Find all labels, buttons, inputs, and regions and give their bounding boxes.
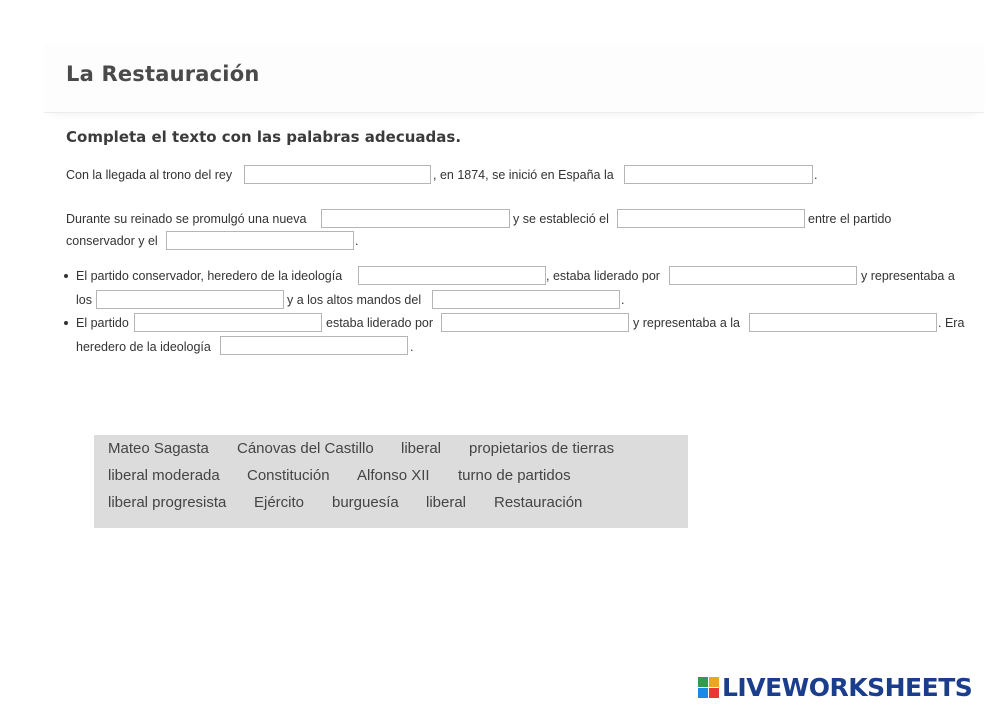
- word-alfonso-xii[interactable]: Alfonso XII: [357, 467, 430, 484]
- bullet2-text-1: El partido: [76, 316, 129, 330]
- blank-king[interactable]: [244, 165, 431, 184]
- blank-liberal-leader[interactable]: [441, 313, 629, 332]
- word-propietarios-de-tierras[interactable]: propietarios de tierras: [469, 440, 615, 457]
- word-liberal[interactable]: liberal: [401, 440, 442, 457]
- word-burguesia[interactable]: burguesía: [332, 494, 399, 511]
- bullet2-text-4: . Era: [938, 316, 965, 330]
- bullet-dot: [64, 321, 68, 325]
- bullet1-text-2: , estaba liderado por: [546, 269, 660, 283]
- blank-system[interactable]: [617, 209, 805, 228]
- blank-liberal-ideology[interactable]: [220, 336, 408, 355]
- blank-other-party[interactable]: [166, 231, 354, 250]
- paragraph1-text-2: , en 1874, se inició en España la: [433, 168, 614, 182]
- bullet2-text-5: heredero de la ideología: [76, 340, 211, 354]
- instruction-text: Completa el texto con las palabras adecuadas.: [66, 128, 462, 146]
- bullet2-text-6: .: [410, 340, 414, 354]
- bullet2-text-2: estaba liderado por: [326, 316, 434, 330]
- bullet1-text-6: .: [621, 293, 625, 307]
- word-liberal-progresista[interactable]: liberal progresista: [108, 494, 227, 511]
- word-liberal-moderada[interactable]: liberal moderada: [108, 467, 220, 484]
- blank-constitution[interactable]: [321, 209, 510, 228]
- paragraph2-text-1: Durante su reinado se promulgó una nueva: [66, 212, 307, 226]
- logo-text: LIVEWORKSHEETS: [722, 672, 973, 702]
- bullet2-text-3: y representaba a la: [633, 316, 741, 330]
- paragraph2-text-4: conservador y el: [66, 234, 158, 248]
- bullet1-text-4: los: [76, 293, 92, 307]
- word-constitucion[interactable]: Constitución: [247, 467, 330, 484]
- word-turno-de-partidos[interactable]: turno de partidos: [458, 467, 571, 484]
- word-restauracion[interactable]: Restauración: [494, 494, 583, 511]
- word-bank: [94, 435, 688, 528]
- page-title: La Restauración: [66, 62, 260, 86]
- bullet1-text-1: El partido conservador, heredero de la ideología: [76, 269, 343, 283]
- logo-mark-icon: [698, 677, 719, 698]
- paragraph1-text-3: .: [814, 168, 818, 182]
- blank-conservative-leader[interactable]: [669, 266, 857, 285]
- word-ejercito[interactable]: Ejército: [254, 494, 305, 511]
- blank-military[interactable]: [432, 290, 620, 309]
- blank-conservative-ideology[interactable]: [358, 266, 546, 285]
- paragraph1-text-1: Con la llegada al trono del rey: [66, 168, 233, 182]
- liveworksheets-logo: [698, 671, 972, 703]
- paragraph2-text-2: y se estableció el: [513, 212, 609, 226]
- blank-liberal-party[interactable]: [134, 313, 322, 332]
- bullet1-text-3: y representaba a: [861, 269, 955, 283]
- word-canovas-del-castillo[interactable]: Cánovas del Castillo: [237, 440, 374, 457]
- paragraph2-text-5: .: [355, 234, 359, 248]
- word-mateo-sagasta[interactable]: Mateo Sagasta: [108, 440, 209, 457]
- bullet-dot: [64, 274, 68, 278]
- bullet1-text-5: y a los altos mandos del: [287, 293, 422, 307]
- blank-conservative-represented[interactable]: [96, 290, 284, 309]
- paragraph2-text-3: entre el partido: [808, 212, 892, 226]
- blank-period[interactable]: [624, 165, 813, 184]
- blank-liberal-represented[interactable]: [749, 313, 937, 332]
- word-liberal-2[interactable]: liberal: [426, 494, 467, 511]
